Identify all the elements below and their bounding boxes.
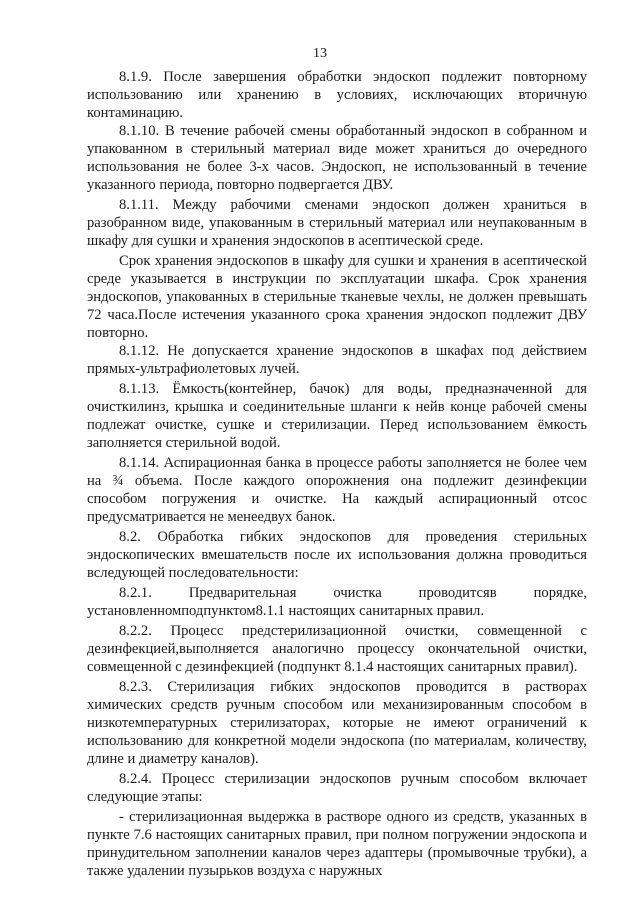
paragraph-8-2-4: 8.2.4. Процесс стерилизации эндоскопов ручным способом включает следующие этапы: — [87, 771, 587, 805]
paragraph-8-2-2: 8.2.2. Процесс предстерилизационной очистки, совмещенной с дезинфекцией,выполняется аналогично процессу окончательной очистки, совмещенной с дезинфекцией (подпункт 8.1.4 настоящих санитарных правил). — [87, 623, 587, 675]
page-number: 13 — [313, 46, 327, 61]
paragraph-8-1-13: 8.1.13. Ёмкость(контейнер, бачок) для воды, предназначенной для очисткилинз, крышка и соединительные шланги к нейв конце рабочей смены подлежат очистке, сушке и стерилизации. Перед использованием ёмкость заполняется стерильной водой. — [87, 381, 587, 451]
paragraph-8-1-9: 8.1.9. После завершения обработки эндоскоп подлежит повторному использованию или хранению в условиях, исключающих вторичную контаминацию. — [87, 69, 587, 121]
paragraph-8-1-11: 8.1.11. Между рабочими сменами эндоскоп должен храниться в разобранном виде, упакованным в стерильный материал или неупакованным в шкафу для сушки и хранения эндоскопов в асептической среде. — [87, 197, 587, 249]
paragraph-storage-period: Срок хранения эндоскопов в шкафу для сушки и хранения в асептической среде указывается в инструкции по эксплуатации шкафа. Срок хранения эндоскопов, упакованных в стерильные тканевые чехлы, не должен превышать 72 часа.После истечения указанного срока хранения эндоскоп подлежит ДВУ повторно. — [87, 253, 587, 341]
paragraph-8-2-3: 8.2.3. Стерилизация гибких эндоскопов проводится в растворах химических средств ручным способом или механизированным способом в низкотемпературных стерилизаторах, которые не имеют ограничений к использованию для конкретной модели эндоскопа (по материалам, количеству, длине и диаметру каналов). — [87, 679, 587, 767]
document-body — [87, 68, 587, 880]
paragraph-8-1-12: 8.1.12. Не допускается хранение эндоскопов в шкафах под действием прямых-ультрафиолетовых лучей. — [87, 343, 587, 377]
paragraph-8-2: 8.2. Обработка гибких эндоскопов для проведения стерильных эндоскопических вмешательств после их использования должна проводиться вследующей последовательности: — [87, 529, 587, 581]
paragraph-sterilization-step: - стерилизационная выдержка в растворе одного из средств, указанных в пункте 7.6 настоящих санитарных правил, при полном погружении эндоскопа и принудительном заполнении каналов через адаптеры (промывочные трубки), а также удалении пузырьков воздуха с наружных — [87, 809, 587, 879]
paragraph-8-1-10: 8.1.10. В течение рабочей смены обработанный эндоскоп в собранном и упакованном в стерильный материал виде может храниться до очередного использования не более 3-х часов. Эндоскоп, не использованный в течение указанного периода, повторно подвергается ДВУ. — [87, 123, 587, 193]
paragraph-8-1-14: 8.1.14. Аспирационная банка в процессе работы заполняется не более чем на ¾ объема. После каждого опорожнения она подлежит дезинфекции способом погружения и очистке. На каждый аспирационный отсос предусматривается не менеедвух банок. — [87, 455, 587, 525]
paragraph-8-2-1: 8.2.1. Предварительная очистка проводитсяв порядке, установленномподпунктом8.1.1 настоящих санитарных правил. — [87, 585, 587, 619]
